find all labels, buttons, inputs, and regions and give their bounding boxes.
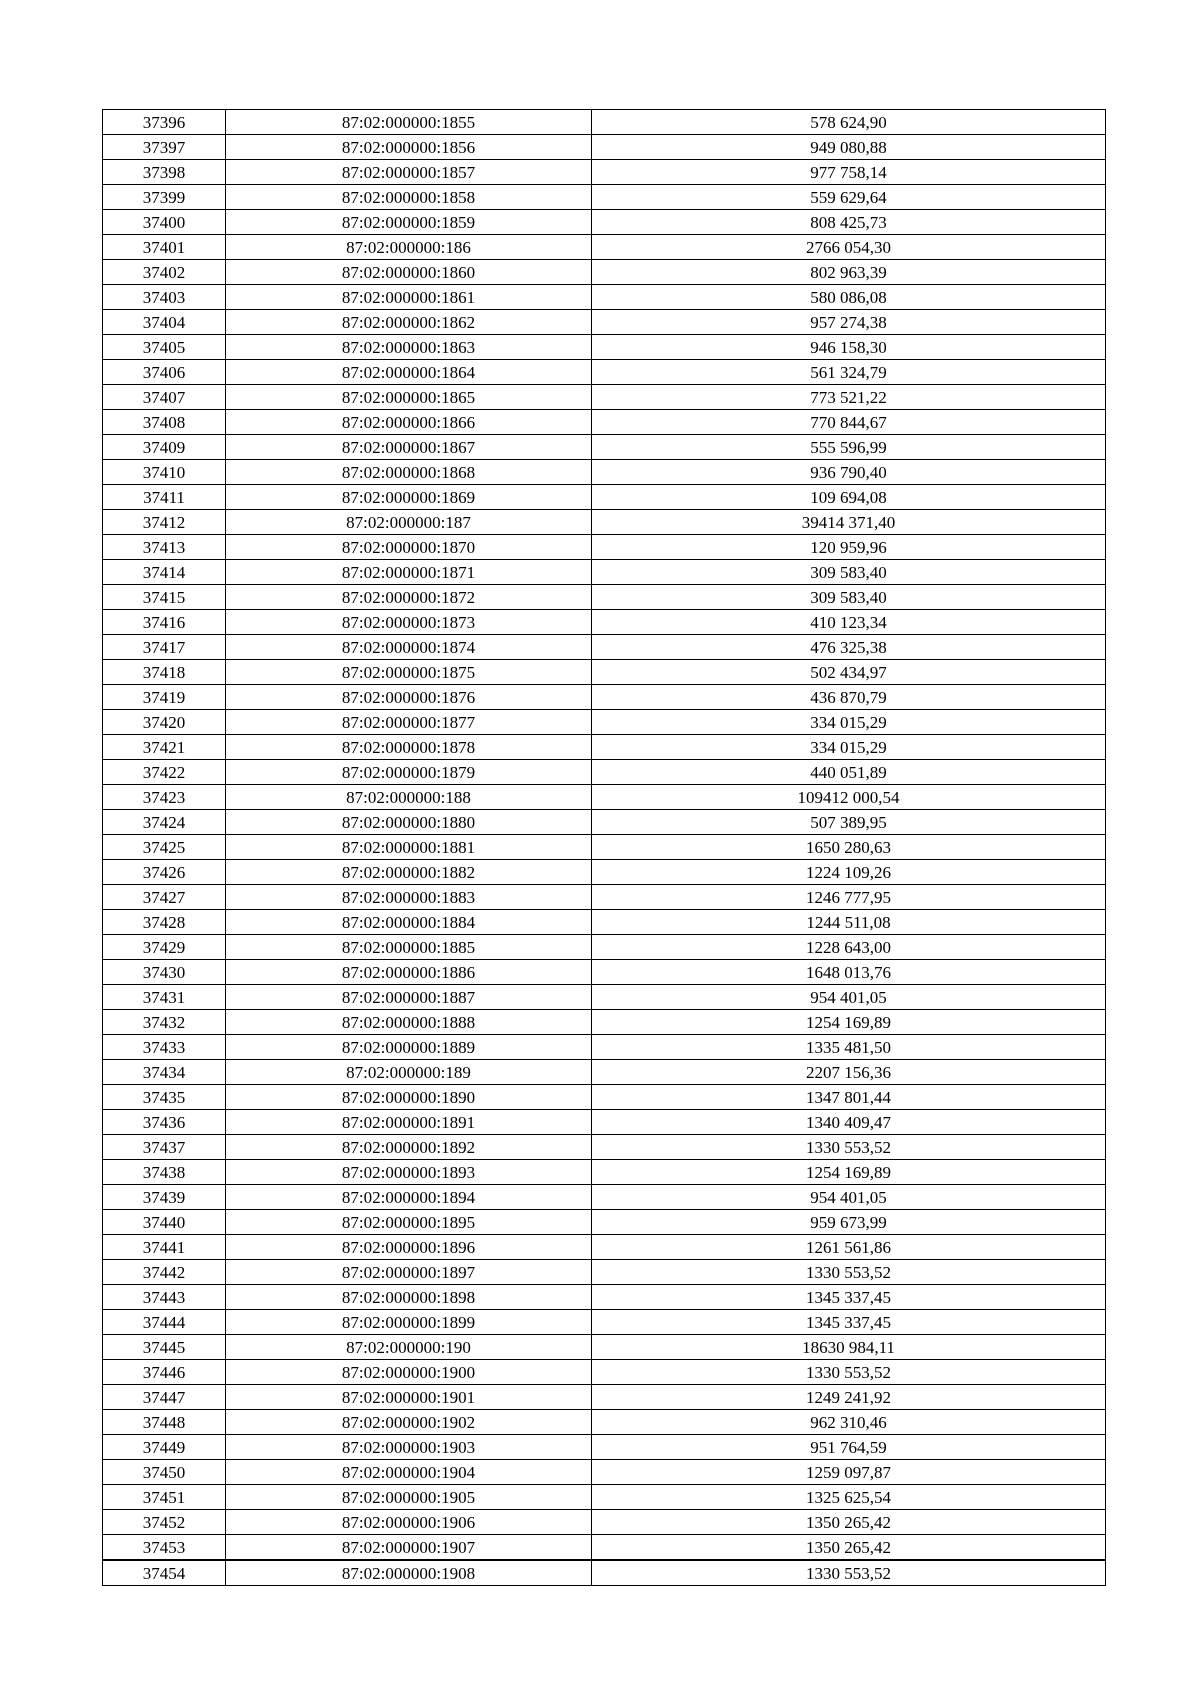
table-row bbox=[103, 1285, 1106, 1310]
cadastral-value-cell: 949 080,88 bbox=[592, 135, 1106, 160]
cadastral-number-cell: 87:02:000000:1908 bbox=[226, 1560, 592, 1586]
table-row bbox=[103, 1535, 1106, 1561]
cadastral-value-cell: 1330 553,52 bbox=[592, 1560, 1106, 1586]
cadastral-number-cell: 87:02:000000:1883 bbox=[226, 885, 592, 910]
cadastral-value-cell: 109 694,08 bbox=[592, 485, 1106, 510]
cadastral-number-cell: 87:02:000000:1868 bbox=[226, 460, 592, 485]
table-row bbox=[103, 410, 1106, 435]
cadastral-value-cell: 1261 561,86 bbox=[592, 1235, 1106, 1260]
table-row bbox=[103, 635, 1106, 660]
cadastral-number-cell: 87:02:000000:1892 bbox=[226, 1135, 592, 1160]
cadastral-value-cell: 1330 553,52 bbox=[592, 1135, 1106, 1160]
table-row bbox=[103, 1460, 1106, 1485]
row-number-cell: 37431 bbox=[103, 985, 226, 1010]
cadastral-value-cell: 507 389,95 bbox=[592, 810, 1106, 835]
table-row bbox=[103, 1160, 1106, 1185]
row-number-cell: 37410 bbox=[103, 460, 226, 485]
table-row bbox=[103, 435, 1106, 460]
table-row bbox=[103, 460, 1106, 485]
cadastral-value-cell: 959 673,99 bbox=[592, 1210, 1106, 1235]
row-number-cell: 37419 bbox=[103, 685, 226, 710]
table-row bbox=[103, 335, 1106, 360]
table-row bbox=[103, 785, 1106, 810]
cadastral-value-cell: 1340 409,47 bbox=[592, 1110, 1106, 1135]
table-row bbox=[103, 960, 1106, 985]
row-number-cell: 37443 bbox=[103, 1285, 226, 1310]
row-number-cell: 37400 bbox=[103, 210, 226, 235]
cadastral-number-cell: 87:02:000000:1906 bbox=[226, 1510, 592, 1535]
cadastral-number-cell: 87:02:000000:1898 bbox=[226, 1285, 592, 1310]
cadastral-number-cell: 87:02:000000:1895 bbox=[226, 1210, 592, 1235]
table-row bbox=[103, 1085, 1106, 1110]
cadastral-value-cell: 561 324,79 bbox=[592, 360, 1106, 385]
cadastral-number-cell: 87:02:000000:1884 bbox=[226, 910, 592, 935]
cadastral-number-cell: 87:02:000000:1886 bbox=[226, 960, 592, 985]
cadastral-number-cell: 87:02:000000:1894 bbox=[226, 1185, 592, 1210]
cadastral-value-cell: 936 790,40 bbox=[592, 460, 1106, 485]
cadastral-number-cell: 87:02:000000:1881 bbox=[226, 835, 592, 860]
cadastral-number-cell: 87:02:000000:1897 bbox=[226, 1260, 592, 1285]
cadastral-number-cell: 87:02:000000:1876 bbox=[226, 685, 592, 710]
row-number-cell: 37407 bbox=[103, 385, 226, 410]
table-row bbox=[103, 1510, 1106, 1535]
table-row bbox=[103, 210, 1106, 235]
row-number-cell: 37418 bbox=[103, 660, 226, 685]
table-row bbox=[103, 1235, 1106, 1260]
cadastral-value-cell: 1254 169,89 bbox=[592, 1010, 1106, 1035]
row-number-cell: 37404 bbox=[103, 310, 226, 335]
row-number-cell: 37401 bbox=[103, 235, 226, 260]
row-number-cell: 37405 bbox=[103, 335, 226, 360]
cadastral-number-cell: 87:02:000000:1863 bbox=[226, 335, 592, 360]
row-number-cell: 37452 bbox=[103, 1510, 226, 1535]
cadastral-value-cell: 1648 013,76 bbox=[592, 960, 1106, 985]
row-number-cell: 37433 bbox=[103, 1035, 226, 1060]
table-row bbox=[103, 660, 1106, 685]
cadastral-number-cell: 87:02:000000:1900 bbox=[226, 1360, 592, 1385]
cadastral-value-cell: 476 325,38 bbox=[592, 635, 1106, 660]
table-row bbox=[103, 935, 1106, 960]
cadastral-value-cell: 1330 553,52 bbox=[592, 1360, 1106, 1385]
row-number-cell: 37429 bbox=[103, 935, 226, 960]
table-row bbox=[103, 385, 1106, 410]
cadastral-number-cell: 87:02:000000:1875 bbox=[226, 660, 592, 685]
row-number-cell: 37425 bbox=[103, 835, 226, 860]
cadastral-number-cell: 87:02:000000:1861 bbox=[226, 285, 592, 310]
table-row bbox=[103, 185, 1106, 210]
cadastral-value-table bbox=[102, 109, 1106, 1586]
cadastral-number-cell: 87:02:000000:1896 bbox=[226, 1235, 592, 1260]
cadastral-value-cell: 1347 801,44 bbox=[592, 1085, 1106, 1110]
cadastral-number-cell: 87:02:000000:1862 bbox=[226, 310, 592, 335]
table-row bbox=[103, 260, 1106, 285]
cadastral-number-cell: 87:02:000000:1877 bbox=[226, 710, 592, 735]
cadastral-number-cell: 87:02:000000:1879 bbox=[226, 760, 592, 785]
row-number-cell: 37416 bbox=[103, 610, 226, 635]
row-number-cell: 37428 bbox=[103, 910, 226, 935]
row-number-cell: 37438 bbox=[103, 1160, 226, 1185]
row-number-cell: 37397 bbox=[103, 135, 226, 160]
table-row bbox=[103, 685, 1106, 710]
cadastral-value-cell: 977 758,14 bbox=[592, 160, 1106, 185]
table-row bbox=[103, 1410, 1106, 1435]
cadastral-number-cell: 87:02:000000:190 bbox=[226, 1335, 592, 1360]
cadastral-value-cell: 1259 097,87 bbox=[592, 1460, 1106, 1485]
cadastral-number-cell: 87:02:000000:1871 bbox=[226, 560, 592, 585]
table-row bbox=[103, 1110, 1106, 1135]
table-row bbox=[103, 1335, 1106, 1360]
table-row bbox=[103, 560, 1106, 585]
row-number-cell: 37432 bbox=[103, 1010, 226, 1035]
row-number-cell: 37420 bbox=[103, 710, 226, 735]
table-row bbox=[103, 485, 1106, 510]
cadastral-number-cell: 87:02:000000:1867 bbox=[226, 435, 592, 460]
cadastral-number-cell: 87:02:000000:1858 bbox=[226, 185, 592, 210]
row-number-cell: 37421 bbox=[103, 735, 226, 760]
cadastral-value-cell: 1350 265,42 bbox=[592, 1510, 1106, 1535]
cadastral-number-cell: 87:02:000000:1891 bbox=[226, 1110, 592, 1135]
table-row bbox=[103, 985, 1106, 1010]
row-number-cell: 37413 bbox=[103, 535, 226, 560]
cadastral-number-cell: 87:02:000000:1866 bbox=[226, 410, 592, 435]
row-number-cell: 37447 bbox=[103, 1385, 226, 1410]
row-number-cell: 37448 bbox=[103, 1410, 226, 1435]
row-number-cell: 37408 bbox=[103, 410, 226, 435]
cadastral-value-cell: 1345 337,45 bbox=[592, 1285, 1106, 1310]
cadastral-value-cell: 410 123,34 bbox=[592, 610, 1106, 635]
cadastral-value-cell: 580 086,08 bbox=[592, 285, 1106, 310]
cadastral-number-cell: 87:02:000000:1903 bbox=[226, 1435, 592, 1460]
row-number-cell: 37437 bbox=[103, 1135, 226, 1160]
cadastral-number-cell: 87:02:000000:1874 bbox=[226, 635, 592, 660]
cadastral-value-cell: 2207 156,36 bbox=[592, 1060, 1106, 1085]
cadastral-value-cell: 334 015,29 bbox=[592, 735, 1106, 760]
cadastral-value-cell: 334 015,29 bbox=[592, 710, 1106, 735]
cadastral-number-cell: 87:02:000000:1893 bbox=[226, 1160, 592, 1185]
table-row bbox=[103, 910, 1106, 935]
table-row bbox=[103, 135, 1106, 160]
cadastral-number-cell: 87:02:000000:1855 bbox=[226, 110, 592, 135]
cadastral-number-cell: 87:02:000000:1882 bbox=[226, 860, 592, 885]
table-row bbox=[103, 285, 1106, 310]
cadastral-number-cell: 87:02:000000:1885 bbox=[226, 935, 592, 960]
cadastral-value-cell: 954 401,05 bbox=[592, 1185, 1106, 1210]
table-row bbox=[103, 885, 1106, 910]
cadastral-value-cell: 1224 109,26 bbox=[592, 860, 1106, 885]
row-number-cell: 37396 bbox=[103, 110, 226, 135]
row-number-cell: 37402 bbox=[103, 260, 226, 285]
table-row bbox=[103, 1485, 1106, 1510]
cadastral-value-cell: 957 274,38 bbox=[592, 310, 1106, 335]
cadastral-value-cell: 1246 777,95 bbox=[592, 885, 1106, 910]
cadastral-value-cell: 120 959,96 bbox=[592, 535, 1106, 560]
cadastral-number-cell: 87:02:000000:1890 bbox=[226, 1085, 592, 1110]
table-body bbox=[103, 110, 1106, 1586]
row-number-cell: 37426 bbox=[103, 860, 226, 885]
cadastral-number-cell: 87:02:000000:1865 bbox=[226, 385, 592, 410]
row-number-cell: 37451 bbox=[103, 1485, 226, 1510]
cadastral-value-cell: 962 310,46 bbox=[592, 1410, 1106, 1435]
table-row bbox=[103, 535, 1106, 560]
cadastral-value-cell: 946 158,30 bbox=[592, 335, 1106, 360]
table-row bbox=[103, 1310, 1106, 1335]
cadastral-value-cell: 578 624,90 bbox=[592, 110, 1106, 135]
table-row bbox=[103, 1185, 1106, 1210]
cadastral-value-cell: 1254 169,89 bbox=[592, 1160, 1106, 1185]
row-number-cell: 37439 bbox=[103, 1185, 226, 1210]
row-number-cell: 37435 bbox=[103, 1085, 226, 1110]
cadastral-number-cell: 87:02:000000:1901 bbox=[226, 1385, 592, 1410]
cadastral-value-cell: 18630 984,11 bbox=[592, 1335, 1106, 1360]
table-row bbox=[103, 735, 1106, 760]
cadastral-number-cell: 87:02:000000:1856 bbox=[226, 135, 592, 160]
cadastral-value-cell: 1335 481,50 bbox=[592, 1035, 1106, 1060]
row-number-cell: 37441 bbox=[103, 1235, 226, 1260]
row-number-cell: 37424 bbox=[103, 810, 226, 835]
row-number-cell: 37427 bbox=[103, 885, 226, 910]
cadastral-value-cell: 951 764,59 bbox=[592, 1435, 1106, 1460]
cadastral-value-cell: 1345 337,45 bbox=[592, 1310, 1106, 1335]
table-row bbox=[103, 360, 1106, 385]
cadastral-value-cell: 1330 553,52 bbox=[592, 1260, 1106, 1285]
cadastral-number-cell: 87:02:000000:1907 bbox=[226, 1535, 592, 1561]
cadastral-value-cell: 954 401,05 bbox=[592, 985, 1106, 1010]
cadastral-number-cell: 87:02:000000:1887 bbox=[226, 985, 592, 1010]
cadastral-number-cell: 87:02:000000:1905 bbox=[226, 1485, 592, 1510]
table-row bbox=[103, 1060, 1106, 1085]
table-row bbox=[103, 1135, 1106, 1160]
cadastral-number-cell: 87:02:000000:187 bbox=[226, 510, 592, 535]
row-number-cell: 37446 bbox=[103, 1360, 226, 1385]
cadastral-value-cell: 1350 265,42 bbox=[592, 1535, 1106, 1561]
table-row bbox=[103, 585, 1106, 610]
cadastral-number-cell: 87:02:000000:1888 bbox=[226, 1010, 592, 1035]
cadastral-value-cell: 773 521,22 bbox=[592, 385, 1106, 410]
cadastral-number-cell: 87:02:000000:186 bbox=[226, 235, 592, 260]
cadastral-number-cell: 87:02:000000:189 bbox=[226, 1060, 592, 1085]
cadastral-number-cell: 87:02:000000:1864 bbox=[226, 360, 592, 385]
table-row bbox=[103, 1260, 1106, 1285]
table-row bbox=[103, 310, 1106, 335]
row-number-cell: 37399 bbox=[103, 185, 226, 210]
cadastral-number-cell: 87:02:000000:1899 bbox=[226, 1310, 592, 1335]
cadastral-number-cell: 87:02:000000:1902 bbox=[226, 1410, 592, 1435]
table-row bbox=[103, 235, 1106, 260]
table-row bbox=[103, 810, 1106, 835]
cadastral-value-cell: 436 870,79 bbox=[592, 685, 1106, 710]
cadastral-value-cell: 440 051,89 bbox=[592, 760, 1106, 785]
cadastral-number-cell: 87:02:000000:188 bbox=[226, 785, 592, 810]
row-number-cell: 37403 bbox=[103, 285, 226, 310]
cadastral-value-cell: 109412 000,54 bbox=[592, 785, 1106, 810]
row-number-cell: 37453 bbox=[103, 1535, 226, 1561]
table-row bbox=[103, 1035, 1106, 1060]
row-number-cell: 37415 bbox=[103, 585, 226, 610]
row-number-cell: 37411 bbox=[103, 485, 226, 510]
row-number-cell: 37409 bbox=[103, 435, 226, 460]
cadastral-value-cell: 1244 511,08 bbox=[592, 910, 1106, 935]
table-row bbox=[103, 860, 1106, 885]
table-row bbox=[103, 760, 1106, 785]
row-number-cell: 37430 bbox=[103, 960, 226, 985]
table-row bbox=[103, 1360, 1106, 1385]
cadastral-number-cell: 87:02:000000:1880 bbox=[226, 810, 592, 835]
row-number-cell: 37412 bbox=[103, 510, 226, 535]
cadastral-value-cell: 770 844,67 bbox=[592, 410, 1106, 435]
row-number-cell: 37449 bbox=[103, 1435, 226, 1460]
cadastral-value-cell: 808 425,73 bbox=[592, 210, 1106, 235]
table-row bbox=[103, 160, 1106, 185]
table-row bbox=[103, 1560, 1106, 1586]
cadastral-number-cell: 87:02:000000:1904 bbox=[226, 1460, 592, 1485]
cadastral-number-cell: 87:02:000000:1889 bbox=[226, 1035, 592, 1060]
cadastral-number-cell: 87:02:000000:1878 bbox=[226, 735, 592, 760]
table-row bbox=[103, 710, 1106, 735]
row-number-cell: 37436 bbox=[103, 1110, 226, 1135]
table-row bbox=[103, 510, 1106, 535]
row-number-cell: 37422 bbox=[103, 760, 226, 785]
cadastral-value-cell: 502 434,97 bbox=[592, 660, 1106, 685]
cadastral-value-cell: 39414 371,40 bbox=[592, 510, 1106, 535]
row-number-cell: 37450 bbox=[103, 1460, 226, 1485]
cadastral-value-cell: 559 629,64 bbox=[592, 185, 1106, 210]
row-number-cell: 37423 bbox=[103, 785, 226, 810]
table-row bbox=[103, 1210, 1106, 1235]
cadastral-value-cell: 1228 643,00 bbox=[592, 935, 1106, 960]
row-number-cell: 37417 bbox=[103, 635, 226, 660]
cadastral-number-cell: 87:02:000000:1869 bbox=[226, 485, 592, 510]
cadastral-value-cell: 555 596,99 bbox=[592, 435, 1106, 460]
row-number-cell: 37414 bbox=[103, 560, 226, 585]
row-number-cell: 37434 bbox=[103, 1060, 226, 1085]
table-row bbox=[103, 1385, 1106, 1410]
row-number-cell: 37444 bbox=[103, 1310, 226, 1335]
cadastral-value-cell: 2766 054,30 bbox=[592, 235, 1106, 260]
cadastral-number-cell: 87:02:000000:1872 bbox=[226, 585, 592, 610]
table-row bbox=[103, 1010, 1106, 1035]
cadastral-value-cell: 309 583,40 bbox=[592, 560, 1106, 585]
row-number-cell: 37454 bbox=[103, 1560, 226, 1586]
cadastral-number-cell: 87:02:000000:1873 bbox=[226, 610, 592, 635]
cadastral-value-cell: 802 963,39 bbox=[592, 260, 1106, 285]
row-number-cell: 37440 bbox=[103, 1210, 226, 1235]
row-number-cell: 37406 bbox=[103, 360, 226, 385]
cadastral-number-cell: 87:02:000000:1857 bbox=[226, 160, 592, 185]
row-number-cell: 37445 bbox=[103, 1335, 226, 1360]
cadastral-number-cell: 87:02:000000:1859 bbox=[226, 210, 592, 235]
table-row bbox=[103, 110, 1106, 135]
row-number-cell: 37398 bbox=[103, 160, 226, 185]
table-row bbox=[103, 835, 1106, 860]
cadastral-value-cell: 309 583,40 bbox=[592, 585, 1106, 610]
row-number-cell: 37442 bbox=[103, 1260, 226, 1285]
table-row bbox=[103, 610, 1106, 635]
cadastral-number-cell: 87:02:000000:1870 bbox=[226, 535, 592, 560]
cadastral-number-cell: 87:02:000000:1860 bbox=[226, 260, 592, 285]
cadastral-value-cell: 1325 625,54 bbox=[592, 1485, 1106, 1510]
cadastral-value-cell: 1249 241,92 bbox=[592, 1385, 1106, 1410]
table-row bbox=[103, 1435, 1106, 1460]
cadastral-value-cell: 1650 280,63 bbox=[592, 835, 1106, 860]
